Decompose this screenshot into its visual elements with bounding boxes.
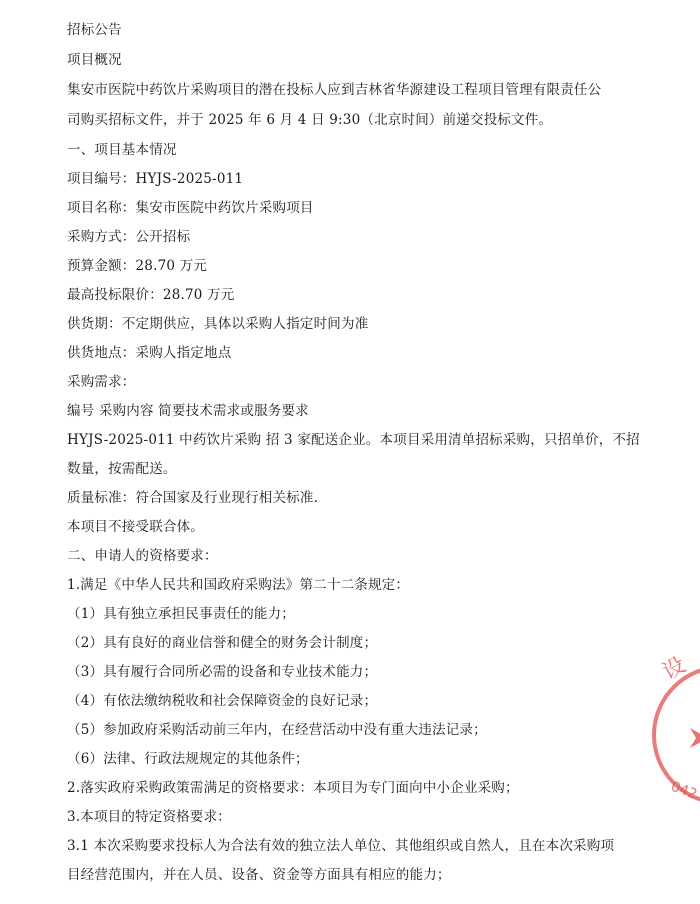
- project-name: 项目名称：集安市医院中药饮片采购项目: [67, 200, 314, 216]
- svg-text:042: 042: [668, 778, 700, 803]
- supply-location: 供货地点：采购人指定地点: [67, 345, 232, 361]
- section-overview: 项目概况: [67, 52, 122, 68]
- red-seal-stamp: [650, 640, 700, 830]
- requirement-3-1-b: 目经营范围内，并在人员、设备、资金等方面具有相应的能力；: [67, 867, 451, 883]
- max-bid-price: 最高投标限价：28.70 万元: [67, 287, 235, 303]
- section-2-heading: 二、申请人的资格要求：: [67, 548, 218, 564]
- procurement-needs: 采购需求：: [67, 374, 136, 390]
- notice-title: 招标公告: [67, 22, 122, 38]
- overview-text-2: 司购买招标文件，并于 2025 年 6 月 4 日 9:30（北京时间）前递交投标文件。: [67, 112, 553, 128]
- procurement-method: 采购方式：公开招标: [67, 229, 191, 245]
- requirement-1-2: （2）具有良好的商业信誉和健全的财务会计制度；: [67, 635, 378, 651]
- needs-table-header: 编号 采购内容 简要技术需求或服务要求: [67, 403, 309, 419]
- requirement-1-4: （4）有依法缴纳税收和社会保障资金的良好记录；: [67, 693, 378, 709]
- no-consortium: 本项目不接受联合体。: [67, 519, 204, 535]
- requirement-2: 2.落实政府采购政策需满足的资格要求：本项目为专门面向中小企业采购；: [67, 780, 519, 796]
- requirement-1-5: （5）参加政府采购活动前三年内，在经营活动中没有重大违法记录；: [67, 722, 487, 738]
- quality-standard: 质量标准：符合国家及行业现行相关标准.: [67, 490, 319, 506]
- needs-row-1: HYJS-2025-011 中药饮片采购 招 3 家配送企业。本项目采用清单招标采购，只招单价，不招: [67, 432, 640, 448]
- requirement-1-3: （3）具有履行合同所必需的设备和专业技术能力；: [67, 664, 378, 680]
- section-1-heading: 一、项目基本情况: [67, 142, 177, 158]
- project-number: 项目编号：HYJS-2025-011: [67, 171, 244, 187]
- requirement-3-1-a: 3.1 本次采购要求投标人为合法有效的独立法人单位、其他组织或自然人，且在本次采购项: [67, 838, 615, 854]
- requirement-1: 1.满足《中华人民共和国政府采购法》第二十二条规定：: [67, 577, 410, 593]
- needs-row-2: 数量，按需配送。: [67, 461, 177, 477]
- overview-text-1: 集安市医院中药饮片采购项目的潜在投标人应到吉林省华源建设工程项目管理有限责任公: [67, 82, 602, 98]
- requirement-1-1: （1）具有独立承担民事责任的能力；: [67, 606, 295, 622]
- requirement-1-6: （6）法律、行政法规规定的其他条件；: [67, 751, 309, 767]
- budget-amount: 预算金额：28.70 万元: [67, 258, 208, 274]
- requirement-3: 3.本项目的特定资格要求：: [67, 809, 231, 825]
- svg-text:设: 设: [658, 652, 691, 686]
- supply-period: 供货期：不定期供应，具体以采购人指定时间为准: [67, 316, 369, 332]
